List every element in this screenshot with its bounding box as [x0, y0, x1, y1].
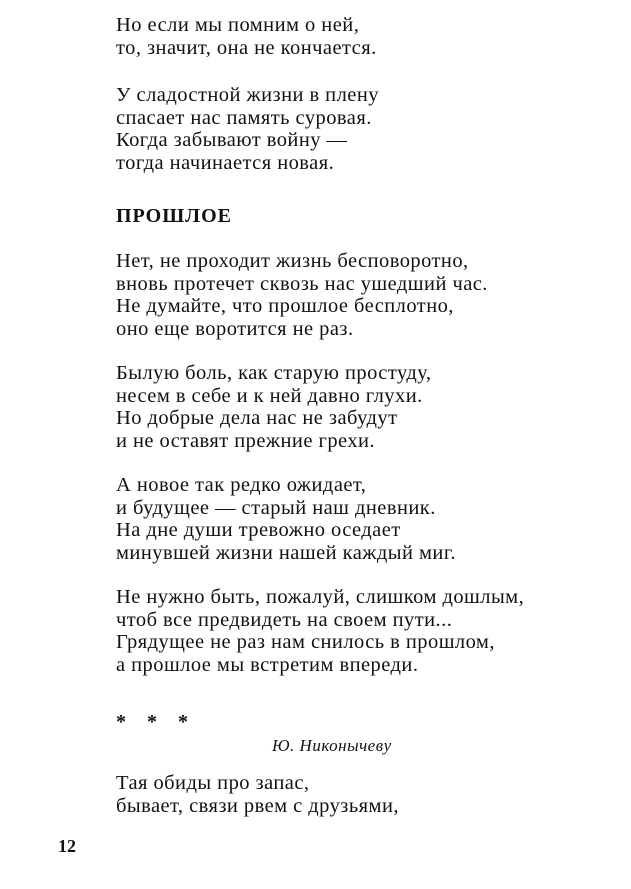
poem-line: и не оставят прежние грехи.	[116, 429, 376, 452]
poem-line: и будущее — старый наш дневник.	[116, 496, 436, 519]
poem-line: Не нужно быть, пожалуй, слишком дошлым,	[116, 586, 525, 608]
poem-line: Но если мы помним о ней,	[116, 14, 360, 36]
stanza-top-2	[116, 84, 586, 174]
poem-line: Когда забывают войну —	[116, 129, 348, 151]
poem1-stanza-2	[116, 362, 586, 452]
poem-line: Тая обиды про запас,	[116, 772, 310, 794]
poem-line: оно еще воротится не раз.	[116, 317, 354, 340]
poem-line: чтоб все предвидеть на своем пути...	[116, 608, 453, 631]
poem-line: вновь протечет сквозь нас ушедший час.	[116, 272, 488, 295]
poem-line: Былую боль, как старую простуду,	[116, 362, 432, 384]
page-number: 12	[58, 836, 76, 856]
poem-line: а прошлое мы встретим впереди.	[116, 653, 419, 676]
poem-line: бывает, связи рвем с друзьями,	[116, 794, 399, 817]
poem1-stanza-1	[116, 250, 586, 340]
poem-line: У сладостной жизни в плену	[116, 84, 379, 106]
poem1-stanza-3	[116, 474, 586, 564]
poem-line: тогда начинается новая.	[116, 151, 335, 174]
stanza-top-1	[116, 14, 586, 59]
poem-line: На дне души тревожно оседает	[116, 519, 401, 541]
poem1-stanza-4	[116, 586, 586, 676]
poem-line: Но добрые дела нас не забудут	[116, 407, 398, 429]
poem-line: то, значит, она не кончается.	[116, 36, 377, 59]
poem-line: А новое так редко ожидает,	[116, 474, 367, 496]
poem-line: минувшей жизни нашей каждый миг.	[116, 541, 456, 564]
poem-line: Нет, не проходит жизнь бесповоротно,	[116, 250, 469, 272]
poem2-stanza-1	[116, 772, 586, 817]
poem-title: ПРОШЛОЕ	[116, 205, 232, 227]
poem-line: Не думайте, что прошлое бесплотно,	[116, 295, 454, 317]
poem-line: несем в себе и к ней давно глухи.	[116, 384, 423, 407]
poem-line: Грядущее не раз нам снилось в прошлом,	[116, 631, 495, 653]
section-separator: * * *	[116, 711, 196, 733]
poem-dedication: Ю. Никонычеву	[272, 736, 392, 755]
poem-line: спасает нас память суровая.	[116, 106, 372, 129]
